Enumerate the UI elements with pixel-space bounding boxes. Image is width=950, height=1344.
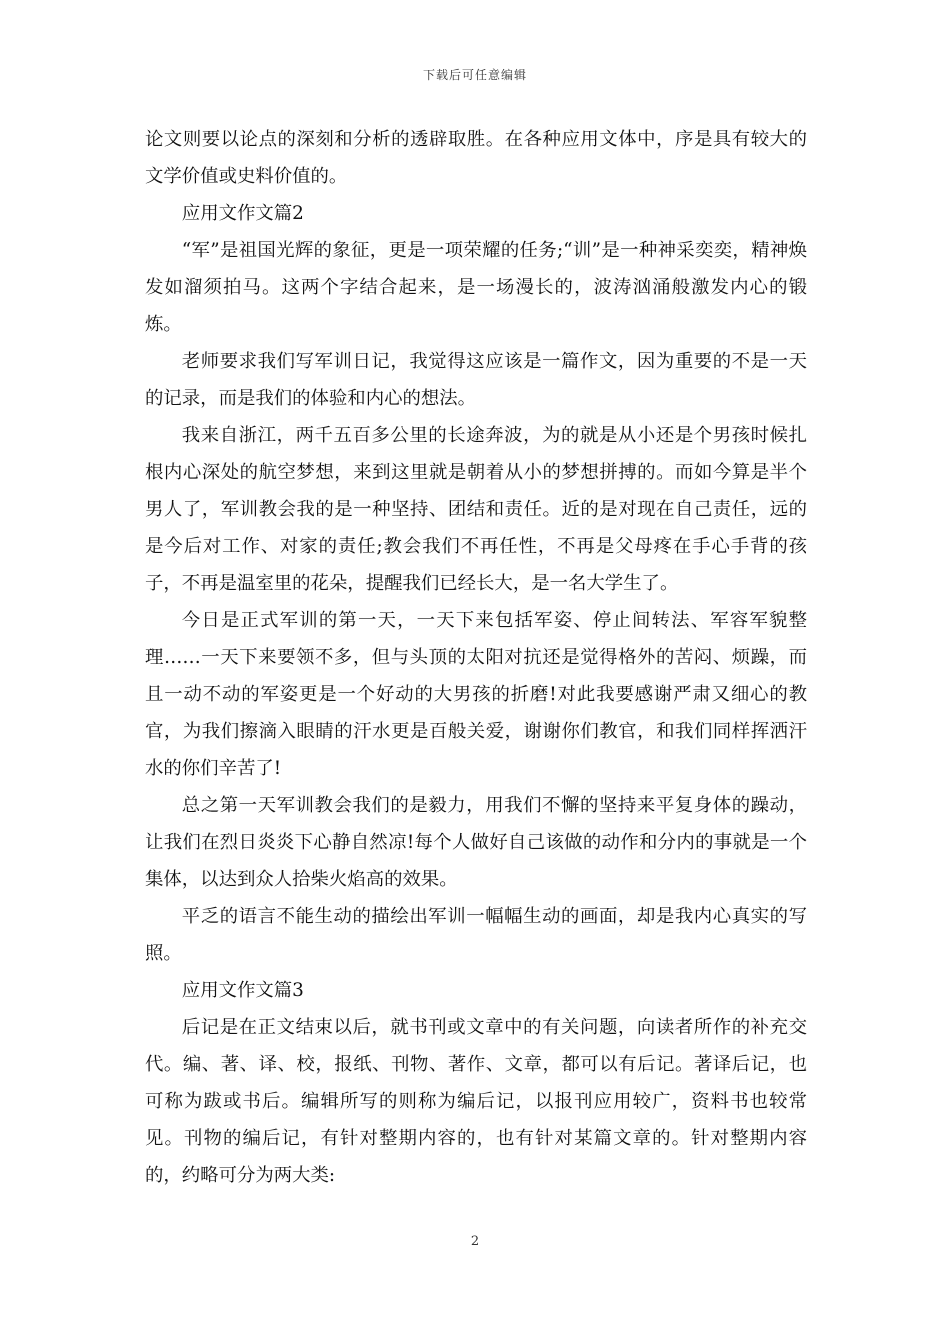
page-number: 2 <box>470 1234 480 1249</box>
page-header: 下载后可任意编辑 <box>422 68 527 82</box>
paragraph: 今日是正式军训的第一天，一天下来包括军姿、停止间转法、军容军貌整理……一天下来要领不多，但与头顶的太阳对抗还是觉得格外的苦闷、烦躁，而且一动不动的军姿更是一个好动的大男孩的折磨!对此我要感谢严肃又细心的教官，为我们擦滴入眼睛的汗水更是百般关爱，谢谢你们教官，和我们同样挥洒汗水的你们辛苦了! <box>145 610 807 779</box>
paragraph: 我来自浙江，两千五百多公里的长途奔波，为的就是从小还是个男孩时候扎根内心深处的航空梦想，来到这里就是朝着从小的梦想拼搏的。而如今算是半个男人了，军训教会我的是一种坚持、团结和责任。近的是对现在自己责任，远的是今后对工作、对家的责任;教会我们不再任性，不再是父母疼在手心手背的孩子，不再是温室里的花朵，提醒我们已经长大，是一名大学生了。 <box>145 425 807 594</box>
section-heading-2: 应用文作文篇2 <box>181 203 304 224</box>
section-heading-3: 应用文作文篇3 <box>181 980 304 1001</box>
paragraph-continuation: 论文则要以论点的深刻和分析的透辟取胜。在各种应用文体中，序是具有较大的文学价值或史料价值的。 <box>145 129 807 187</box>
paragraph: “军”是祖国光辉的象征，更是一项荣耀的任务;“训”是一种神采奕奕，精神焕发如溜须拍马。这两个字结合起来，是一场漫长的，波涛汹涌般激发内心的锻炼。 <box>145 240 807 335</box>
paragraph: 后记是在正文结束以后，就书刊或文章中的有关问题，向读者所作的补充交代。编、著、译、校，报纸、刊物、著作、文章，都可以有后记。著译后记，也可称为跋或书后。编辑所写的则称为编后记，以报刊应用较广，资料书也较常见。刊物的编后记，有针对整期内容的，也有针对某篇文章的。针对整期内容的，约略可分为两大类: <box>145 1017 807 1186</box>
paragraph: 总之第一天军训教会我们的是毅力，用我们不懈的坚持来平复身体的躁动，让我们在烈日炎炎下心静自然凉!每个人做好自己该做的动作和分内的事就是一个集体，以达到众人拾柴火焰高的效果。 <box>145 795 807 890</box>
document-body <box>145 121 807 1194</box>
paragraph: 老师要求我们写军训日记，我觉得这应该是一篇作文，因为重要的不是一天的记录，而是我们的体验和内心的想法。 <box>145 351 807 409</box>
paragraph: 平乏的语言不能生动的描绘出军训一幅幅生动的画面，却是我内心真实的写照。 <box>145 906 807 964</box>
